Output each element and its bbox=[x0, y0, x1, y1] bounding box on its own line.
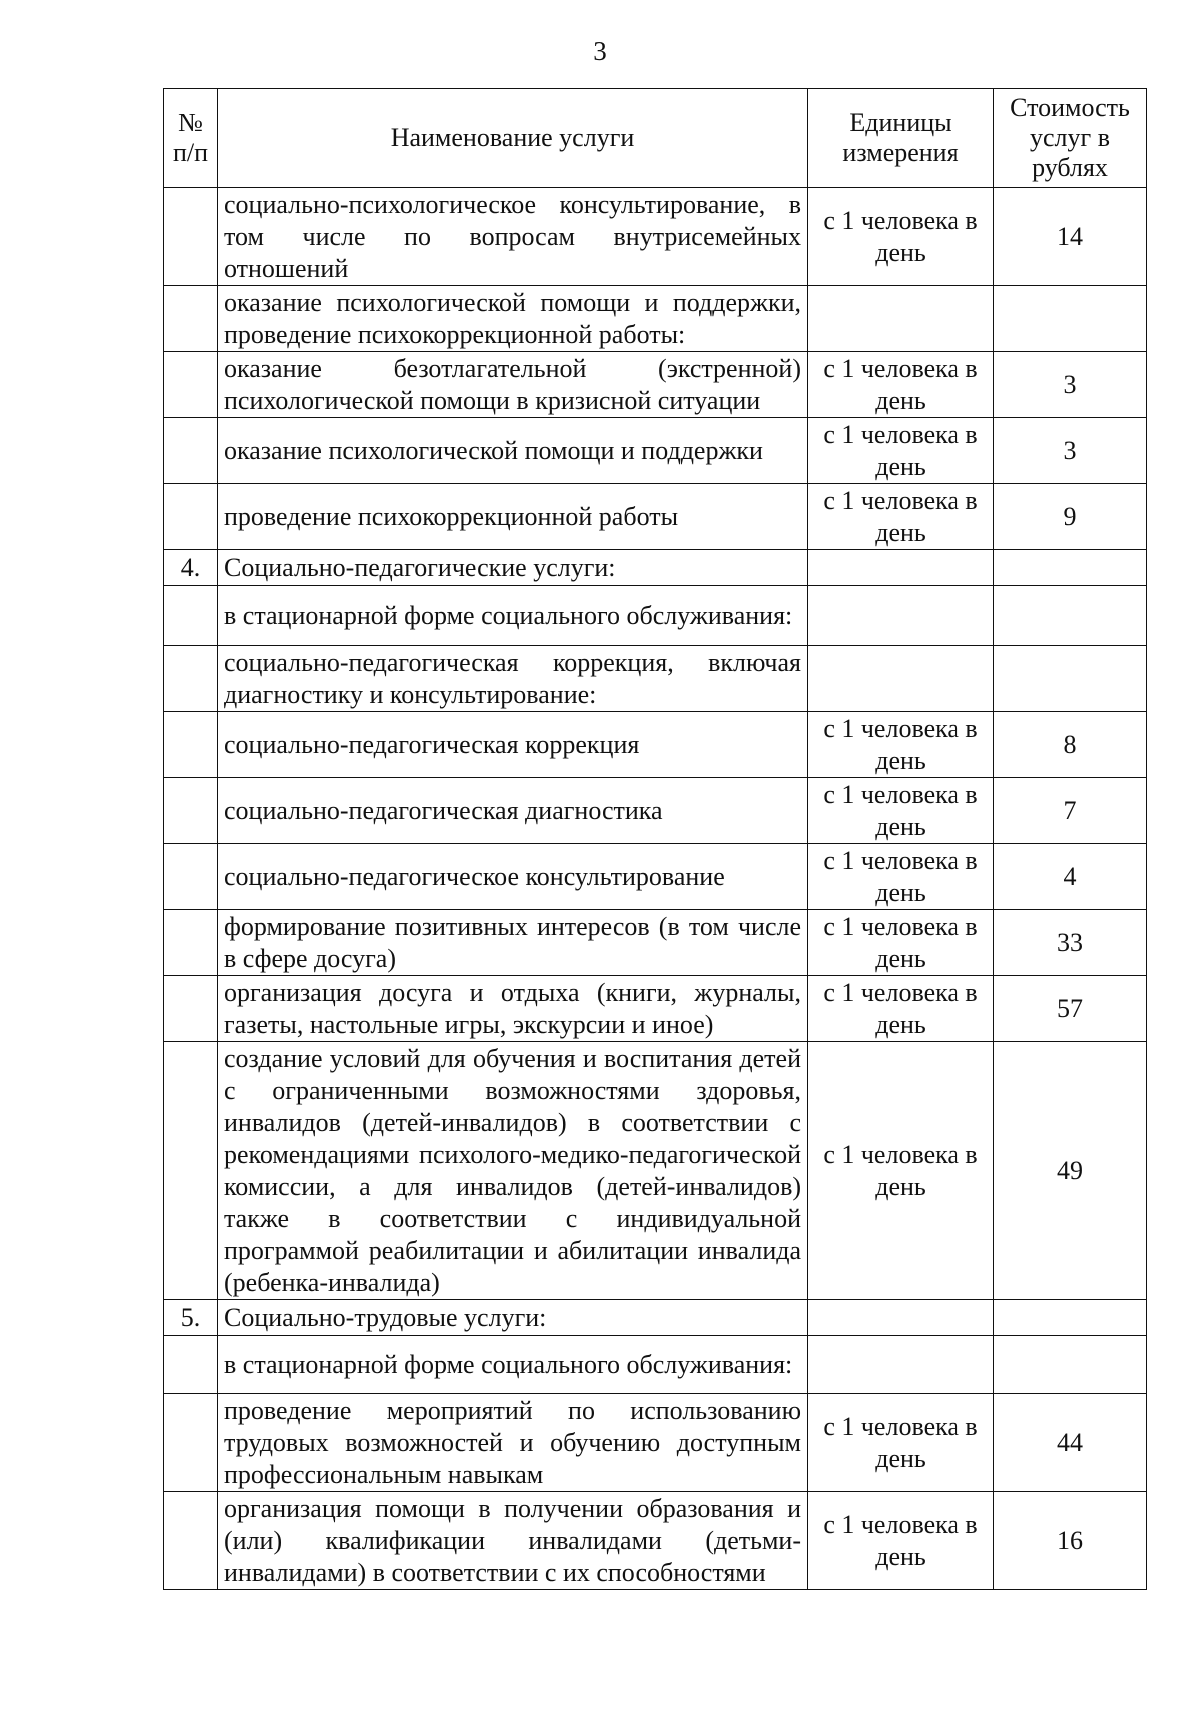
service-cost bbox=[994, 1300, 1147, 1336]
service-name: оказание безотлагательной (экстренной) психологической помощи в кризисной ситуации bbox=[218, 352, 808, 418]
table-row bbox=[164, 586, 1147, 646]
service-name: оказание психологической помощи и поддержки, проведение психокоррекционной работы: bbox=[218, 286, 808, 352]
table-row bbox=[164, 976, 1147, 1042]
services-price-table bbox=[163, 88, 1147, 1590]
table-row bbox=[164, 712, 1147, 778]
service-cost: 4 bbox=[994, 844, 1147, 910]
table-row bbox=[164, 778, 1147, 844]
row-number bbox=[164, 1492, 218, 1590]
row-number bbox=[164, 1394, 218, 1492]
row-number bbox=[164, 976, 218, 1042]
table-row bbox=[164, 352, 1147, 418]
unit-of-measure: с 1 человека в день bbox=[808, 844, 994, 910]
unit-of-measure: с 1 человека в день bbox=[808, 418, 994, 484]
unit-of-measure: с 1 человека в день bbox=[808, 778, 994, 844]
table-row bbox=[164, 1394, 1147, 1492]
unit-of-measure bbox=[808, 1336, 994, 1394]
unit-of-measure: с 1 человека в день bbox=[808, 188, 994, 286]
table-row bbox=[164, 1300, 1147, 1336]
service-cost bbox=[994, 286, 1147, 352]
unit-of-measure bbox=[808, 1300, 994, 1336]
unit-of-measure bbox=[808, 646, 994, 712]
table-row bbox=[164, 910, 1147, 976]
service-name: создание условий для обучения и воспитания детей с ограниченными возможностями здоровья, инвалидов (детей-инвалидов) в соответствии с рекомендациями психолого-медико-педагогической комиссии, а для инвалидов (детей-инвалидов) также в соответствии с индивидуальной программой реабилитации и абилитации инвалида (ребенка-инвалида) bbox=[218, 1042, 808, 1300]
service-cost bbox=[994, 550, 1147, 586]
service-cost: 16 bbox=[994, 1492, 1147, 1590]
header-cost: Стоимость услуг в рублях bbox=[994, 89, 1147, 188]
service-cost: 7 bbox=[994, 778, 1147, 844]
table-row bbox=[164, 1042, 1147, 1300]
row-number bbox=[164, 352, 218, 418]
service-cost: 3 bbox=[994, 352, 1147, 418]
service-cost: 33 bbox=[994, 910, 1147, 976]
unit-of-measure: с 1 человека в день bbox=[808, 1492, 994, 1590]
row-number bbox=[164, 286, 218, 352]
unit-of-measure bbox=[808, 550, 994, 586]
row-number bbox=[164, 646, 218, 712]
unit-of-measure: с 1 человека в день bbox=[808, 484, 994, 550]
service-name: проведение мероприятий по использованию трудовых возможностей и обучению доступным профессиональным навыкам bbox=[218, 1394, 808, 1492]
service-name: в стационарной форме социального обслуживания: bbox=[218, 1336, 808, 1394]
row-number bbox=[164, 418, 218, 484]
service-cost: 9 bbox=[994, 484, 1147, 550]
page-number: 3 bbox=[593, 36, 607, 66]
service-name: социально-педагогическая диагностика bbox=[218, 778, 808, 844]
table-header-row bbox=[164, 89, 1147, 188]
unit-of-measure bbox=[808, 586, 994, 646]
service-cost bbox=[994, 1336, 1147, 1394]
service-cost bbox=[994, 586, 1147, 646]
service-cost: 49 bbox=[994, 1042, 1147, 1300]
row-number bbox=[164, 1042, 218, 1300]
service-cost: 57 bbox=[994, 976, 1147, 1042]
service-name: оказание психологической помощи и поддержки bbox=[218, 418, 808, 484]
service-name: социально-педагогическая коррекция, включая диагностику и консультирование: bbox=[218, 646, 808, 712]
row-number bbox=[164, 712, 218, 778]
service-name: социально-педагогическая коррекция bbox=[218, 712, 808, 778]
unit-of-measure: с 1 человека в день bbox=[808, 1394, 994, 1492]
service-cost: 44 bbox=[994, 1394, 1147, 1492]
service-cost: 14 bbox=[994, 188, 1147, 286]
row-number bbox=[164, 188, 218, 286]
row-number bbox=[164, 844, 218, 910]
header-unit: Единицы измерения bbox=[808, 89, 994, 188]
table-body bbox=[164, 188, 1147, 1590]
header-num: № п/п bbox=[164, 89, 218, 188]
table-row bbox=[164, 1336, 1147, 1394]
table-row bbox=[164, 550, 1147, 586]
unit-of-measure: с 1 человека в день bbox=[808, 712, 994, 778]
row-number bbox=[164, 484, 218, 550]
table-row bbox=[164, 418, 1147, 484]
row-number bbox=[164, 778, 218, 844]
service-name: Социально-трудовые услуги: bbox=[218, 1300, 808, 1336]
row-number bbox=[164, 1336, 218, 1394]
service-name: организация помощи в получении образования и (или) квалификации инвалидами (детьми-инвалидами) в соответствии с их способностями bbox=[218, 1492, 808, 1590]
table-row bbox=[164, 1492, 1147, 1590]
table-row bbox=[164, 646, 1147, 712]
unit-of-measure: с 1 человека в день bbox=[808, 976, 994, 1042]
service-name: проведение психокоррекционной работы bbox=[218, 484, 808, 550]
header-service-name: Наименование услуги bbox=[218, 89, 808, 188]
table-row bbox=[164, 188, 1147, 286]
unit-of-measure: с 1 человека в день bbox=[808, 910, 994, 976]
row-number: 4. bbox=[164, 550, 218, 586]
row-number: 5. bbox=[164, 1300, 218, 1336]
service-cost: 8 bbox=[994, 712, 1147, 778]
service-name: социально-психологическое консультирование, в том числе по вопросам внутрисемейных отношений bbox=[218, 188, 808, 286]
service-name: организация досуга и отдыха (книги, журналы, газеты, настольные игры, экскурсии и иное) bbox=[218, 976, 808, 1042]
row-number bbox=[164, 586, 218, 646]
service-cost bbox=[994, 646, 1147, 712]
service-name: социально-педагогическое консультирование bbox=[218, 844, 808, 910]
service-name: формирование позитивных интересов (в том числе в сфере досуга) bbox=[218, 910, 808, 976]
table-row bbox=[164, 286, 1147, 352]
unit-of-measure: с 1 человека в день bbox=[808, 352, 994, 418]
service-name: в стационарной форме социального обслуживания: bbox=[218, 586, 808, 646]
unit-of-measure: с 1 человека в день bbox=[808, 1042, 994, 1300]
row-number bbox=[164, 910, 218, 976]
table-row bbox=[164, 844, 1147, 910]
table-row bbox=[164, 484, 1147, 550]
unit-of-measure bbox=[808, 286, 994, 352]
service-cost: 3 bbox=[994, 418, 1147, 484]
service-name: Социально-педагогические услуги: bbox=[218, 550, 808, 586]
